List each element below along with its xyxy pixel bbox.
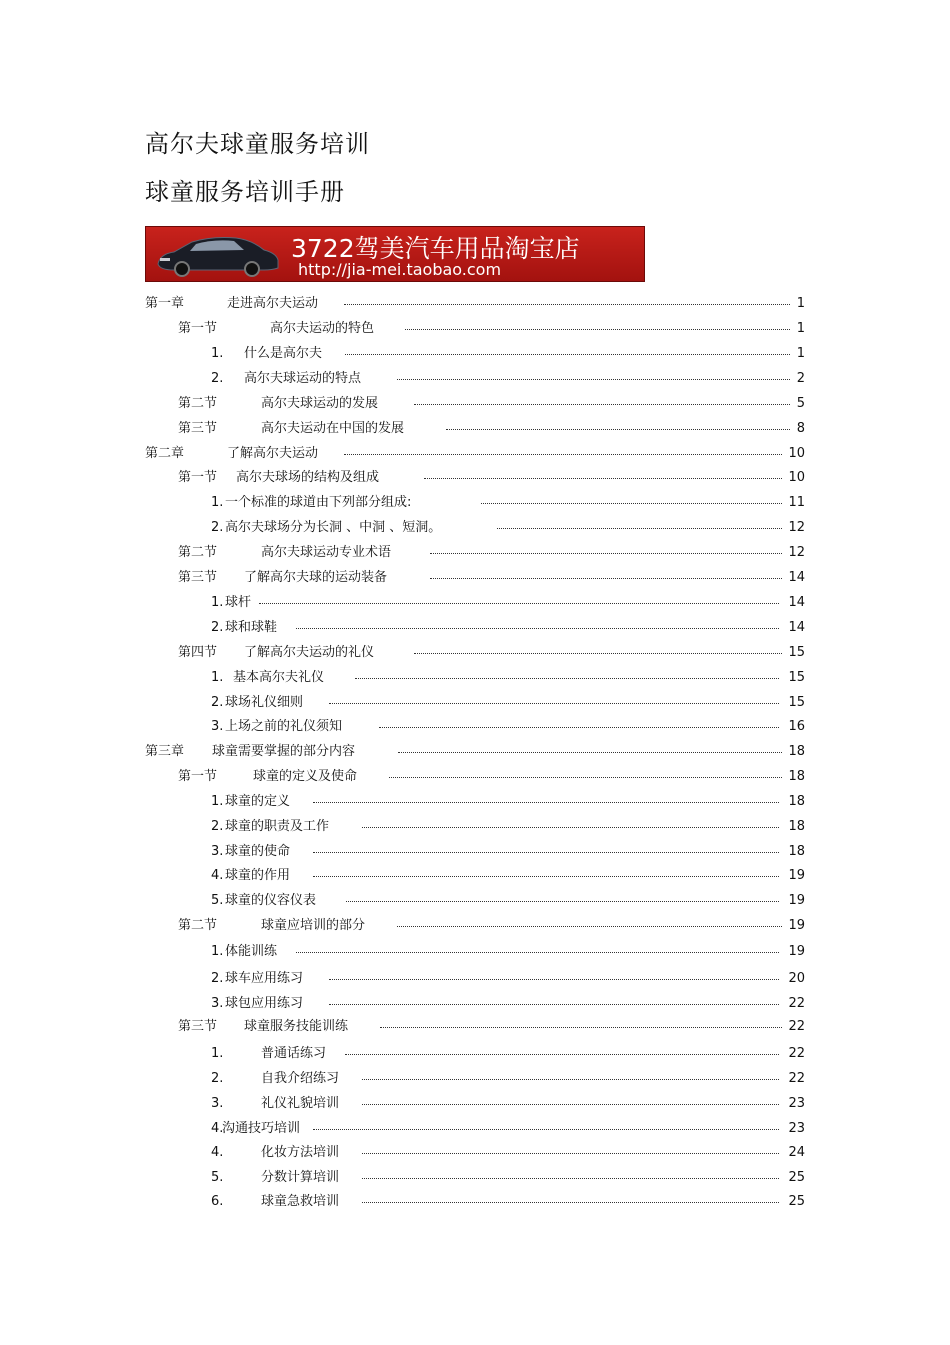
toc-entry-page: 22 — [788, 996, 805, 1011]
document-subtitle: 球童服务培训手册 — [145, 178, 345, 206]
toc-entry-number: 1. — [211, 794, 224, 809]
toc-leader-dots — [481, 503, 782, 504]
toc-entry-page: 19 — [788, 868, 805, 883]
toc-entry[interactable] — [0, 843, 950, 861]
toc-entry-number: 第二节 — [178, 396, 218, 411]
toc-leader-dots — [424, 478, 782, 479]
toc-entry[interactable] — [0, 970, 950, 988]
toc-entry[interactable] — [0, 694, 950, 712]
toc-entry-title: 了解高尔夫运动的礼仪 — [244, 645, 375, 660]
toc-entry-title: 普通话练习 — [261, 1046, 327, 1061]
toc-entry-title: 球童的作用 — [225, 868, 291, 883]
toc-entry-page: 15 — [788, 670, 805, 685]
toc-entry-page: 18 — [788, 844, 805, 859]
toc-leader-dots — [398, 752, 782, 753]
toc-entry-title: 沟通技巧培训 — [222, 1121, 301, 1136]
toc-entry-number: 2. — [211, 695, 224, 710]
toc-entry-title: 什么是高尔夫 — [244, 346, 323, 361]
toc-entry-number: 3. — [211, 719, 224, 734]
toc-leader-dots — [344, 304, 790, 305]
toc-leader-dots — [329, 703, 779, 704]
toc-entry-page: 10 — [788, 470, 805, 485]
toc-leader-dots — [397, 379, 790, 380]
toc-leader-dots — [389, 777, 782, 778]
shop-url[interactable]: http://jia-mei.taobao.com — [298, 260, 502, 279]
toc-entry-title: 了解高尔夫运动 — [227, 446, 319, 461]
toc-entry-title: 分数计算培训 — [261, 1170, 340, 1185]
toc-entry-title: 走进高尔夫运动 — [227, 296, 319, 311]
toc-entry-title: 高尔夫球运动的特点 — [244, 371, 362, 386]
toc-entry-page: 12 — [788, 520, 805, 535]
toc-entry-page: 15 — [788, 695, 805, 710]
toc-leader-dots — [362, 1202, 779, 1203]
toc-entry-page: 22 — [788, 1019, 805, 1034]
toc-entry-title: 体能训练 — [225, 944, 278, 959]
toc-entry[interactable] — [0, 544, 950, 562]
toc-entry[interactable] — [0, 743, 950, 761]
toc-leader-dots — [446, 429, 790, 430]
toc-entry-number: 1. — [211, 495, 224, 510]
toc-leader-dots — [379, 727, 779, 728]
toc-entry[interactable] — [0, 1045, 950, 1063]
toc-leader-dots — [344, 454, 782, 455]
toc-entry-title: 高尔夫球运动专业术语 — [261, 545, 392, 560]
toc-entry-number: 第一节 — [178, 321, 218, 336]
toc-entry-page: 12 — [788, 545, 805, 560]
toc-entry-page: 23 — [788, 1121, 805, 1136]
toc-entry[interactable] — [0, 768, 950, 786]
toc-entry[interactable] — [0, 395, 950, 413]
toc-entry[interactable] — [0, 320, 950, 338]
shop-banner[interactable] — [145, 226, 645, 282]
toc-entry-page: 8 — [796, 421, 805, 436]
toc-entry-title: 基本高尔夫礼仪 — [233, 670, 325, 685]
toc-leader-dots — [329, 979, 779, 980]
toc-leader-dots — [355, 678, 779, 679]
toc-entry-number: 1. — [211, 670, 224, 685]
toc-entry[interactable] — [0, 345, 950, 363]
toc-leader-dots — [414, 404, 790, 405]
toc-entry[interactable] — [0, 818, 950, 836]
toc-entry-number: 第四节 — [178, 645, 218, 660]
toc-entry-page: 18 — [788, 744, 805, 759]
toc-leader-dots — [346, 901, 779, 902]
toc-entry-number: 第三节 — [178, 570, 218, 585]
shop-name: 3722驾美汽车用品淘宝店 — [291, 234, 580, 263]
toc-entry-title: 球童的仪容仪表 — [225, 893, 317, 908]
toc-leader-dots — [313, 876, 779, 877]
toc-entry-title: 球场礼仪细则 — [225, 695, 304, 710]
toc-entry-page: 1 — [796, 321, 805, 336]
toc-entry-title: 高尔夫球运动的发展 — [261, 396, 379, 411]
toc-entry[interactable] — [0, 917, 950, 935]
toc-entry-page: 22 — [788, 1046, 805, 1061]
toc-entry-title: 化妆方法培训 — [261, 1145, 340, 1160]
toc-entry-number: 2. — [211, 520, 224, 535]
toc-leader-dots — [430, 578, 782, 579]
toc-entry-page: 14 — [788, 620, 805, 635]
toc-entry-title: 球童的定义 — [225, 794, 291, 809]
toc-entry[interactable] — [0, 569, 950, 587]
toc-entry[interactable] — [0, 943, 950, 961]
toc-entry[interactable] — [0, 995, 950, 1013]
toc-entry-page: 14 — [788, 570, 805, 585]
document-title: 高尔夫球童服务培训 — [145, 130, 370, 158]
toc-leader-dots — [313, 802, 779, 803]
toc-entry-number: 4. — [211, 868, 224, 883]
toc-entry-number: 第三节 — [178, 1019, 218, 1034]
toc-entry-title: 球童的使命 — [225, 844, 291, 859]
toc-entry-page: 19 — [788, 918, 805, 933]
toc-entry-page: 15 — [788, 645, 805, 660]
toc-entry-title: 球童需要掌握的部分内容 — [212, 744, 356, 759]
toc-entry[interactable] — [0, 1193, 950, 1211]
toc-entry-number: 第一节 — [178, 470, 218, 485]
toc-entry[interactable] — [0, 867, 950, 885]
toc-entry-title: 上场之前的礼仪须知 — [225, 719, 343, 734]
toc-entry-number: 第三节 — [178, 421, 218, 436]
toc-entry[interactable] — [0, 1169, 950, 1187]
toc-entry-page: 19 — [788, 893, 805, 908]
toc-entry-number: 第一章 — [145, 296, 185, 311]
toc-entry[interactable] — [0, 420, 950, 438]
toc-entry-title: 球包应用练习 — [225, 996, 304, 1011]
toc-entry[interactable] — [0, 370, 950, 388]
toc-entry-number: 第三章 — [145, 744, 185, 759]
toc-entry-page: 14 — [788, 595, 805, 610]
toc-entry[interactable] — [0, 644, 950, 662]
toc-entry[interactable] — [0, 295, 950, 313]
toc-entry-page: 25 — [788, 1194, 805, 1209]
toc-entry-page: 18 — [788, 769, 805, 784]
toc-leader-dots — [362, 1153, 779, 1154]
toc-entry-page: 18 — [788, 794, 805, 809]
toc-entry[interactable] — [0, 793, 950, 811]
toc-entry[interactable] — [0, 1095, 950, 1113]
toc-entry-title: 球童服务技能训练 — [244, 1019, 349, 1034]
toc-entry-title: 球童的定义及使命 — [253, 769, 358, 784]
toc-entry-page: 10 — [788, 446, 805, 461]
toc-leader-dots — [296, 952, 779, 953]
toc-leader-dots — [380, 1027, 782, 1028]
toc-entry[interactable] — [0, 892, 950, 910]
toc-leader-dots — [397, 926, 782, 927]
toc-entry-title: 一个标准的球道由下列部分组成: — [225, 495, 412, 510]
toc-leader-dots — [259, 603, 779, 604]
toc-leader-dots — [405, 329, 790, 330]
toc-entry-number: 6. — [211, 1194, 224, 1209]
toc-entry[interactable] — [0, 669, 950, 687]
toc-entry-page: 22 — [788, 1071, 805, 1086]
toc-entry-page: 25 — [788, 1170, 805, 1185]
toc-entry-title: 高尔夫球场的结构及组成 — [236, 470, 380, 485]
toc-entry-number: 1. — [211, 595, 224, 610]
toc-leader-dots — [313, 852, 779, 853]
toc-entry[interactable] — [0, 445, 950, 463]
toc-leader-dots — [362, 1104, 779, 1105]
toc-entry-title: 礼仪礼貌培训 — [261, 1096, 340, 1111]
toc-entry-title: 球车应用练习 — [225, 971, 304, 986]
toc-entry-number: 2. — [211, 1071, 224, 1086]
toc-entry-number: 3. — [211, 844, 224, 859]
toc-entry-number: 2. — [211, 371, 224, 386]
toc-entry-number: 4. — [211, 1121, 224, 1136]
toc-entry-number: 2. — [211, 819, 224, 834]
toc-entry-title: 高尔夫球场分为长洞 、中洞 、短洞。 — [225, 520, 442, 535]
toc-entry-page: 23 — [788, 1096, 805, 1111]
toc-entry[interactable] — [0, 494, 950, 512]
toc-entry[interactable] — [0, 1070, 950, 1088]
toc-entry[interactable] — [0, 619, 950, 637]
toc-entry[interactable] — [0, 1120, 950, 1138]
toc-entry[interactable] — [0, 1144, 950, 1162]
toc-entry-number: 3. — [211, 996, 224, 1011]
toc-entry-number: 第二节 — [178, 545, 218, 560]
toc-entry-number: 5. — [211, 893, 224, 908]
toc-entry-title: 球童应培训的部分 — [261, 918, 366, 933]
toc-leader-dots — [362, 1079, 779, 1080]
toc-entry-number: 2. — [211, 620, 224, 635]
toc-entry-number: 第二章 — [145, 446, 185, 461]
toc-entry-title: 球童的职责及工作 — [225, 819, 330, 834]
toc-entry-page: 24 — [788, 1145, 805, 1160]
toc-leader-dots — [345, 354, 790, 355]
toc-entry[interactable] — [0, 718, 950, 736]
toc-entry-title: 高尔夫运动在中国的发展 — [261, 421, 405, 436]
toc-entry-title: 高尔夫运动的特色 — [270, 321, 375, 336]
toc-entry-number: 第一节 — [178, 769, 218, 784]
toc-entry-page: 1 — [796, 296, 805, 311]
toc-entry-title: 了解高尔夫球的运动装备 — [244, 570, 388, 585]
toc-entry-number: 1. — [211, 346, 224, 361]
toc-entry-title: 球杆 — [225, 595, 252, 610]
toc-entry-number: 第二节 — [178, 918, 218, 933]
toc-leader-dots — [313, 1129, 779, 1130]
toc-entry-number: 5. — [211, 1170, 224, 1185]
toc-entry-page: 19 — [788, 944, 805, 959]
toc-entry-number: 3. — [211, 1096, 224, 1111]
toc-leader-dots — [362, 1178, 779, 1179]
toc-entry-title: 球和球鞋 — [225, 620, 278, 635]
toc-entry-title: 自我介绍练习 — [261, 1071, 340, 1086]
car-icon — [152, 230, 282, 280]
toc-entry-number: 4. — [211, 1145, 224, 1160]
toc-entry-page: 18 — [788, 819, 805, 834]
toc-leader-dots — [329, 1004, 779, 1005]
toc-leader-dots — [497, 528, 782, 529]
toc-entry-page: 20 — [788, 971, 805, 986]
toc-entry-page: 11 — [788, 495, 805, 510]
toc-entry[interactable] — [0, 519, 950, 537]
toc-entry[interactable] — [0, 469, 950, 487]
toc-entry[interactable] — [0, 594, 950, 612]
toc-leader-dots — [430, 553, 782, 554]
toc-entry-number: 1. — [211, 1046, 224, 1061]
toc-leader-dots — [414, 653, 782, 654]
toc-leader-dots — [296, 628, 779, 629]
toc-entry-page: 1 — [796, 346, 805, 361]
toc-leader-dots — [345, 1054, 779, 1055]
toc-leader-dots — [362, 827, 779, 828]
toc-entry-number: 1. — [211, 944, 224, 959]
toc-entry[interactable] — [0, 1018, 950, 1036]
toc-entry-page: 2 — [796, 371, 805, 386]
toc-entry-number: 2. — [211, 971, 224, 986]
toc-entry-page: 16 — [788, 719, 805, 734]
toc-entry-page: 5 — [796, 396, 805, 411]
toc-entry-title: 球童急救培训 — [261, 1194, 340, 1209]
